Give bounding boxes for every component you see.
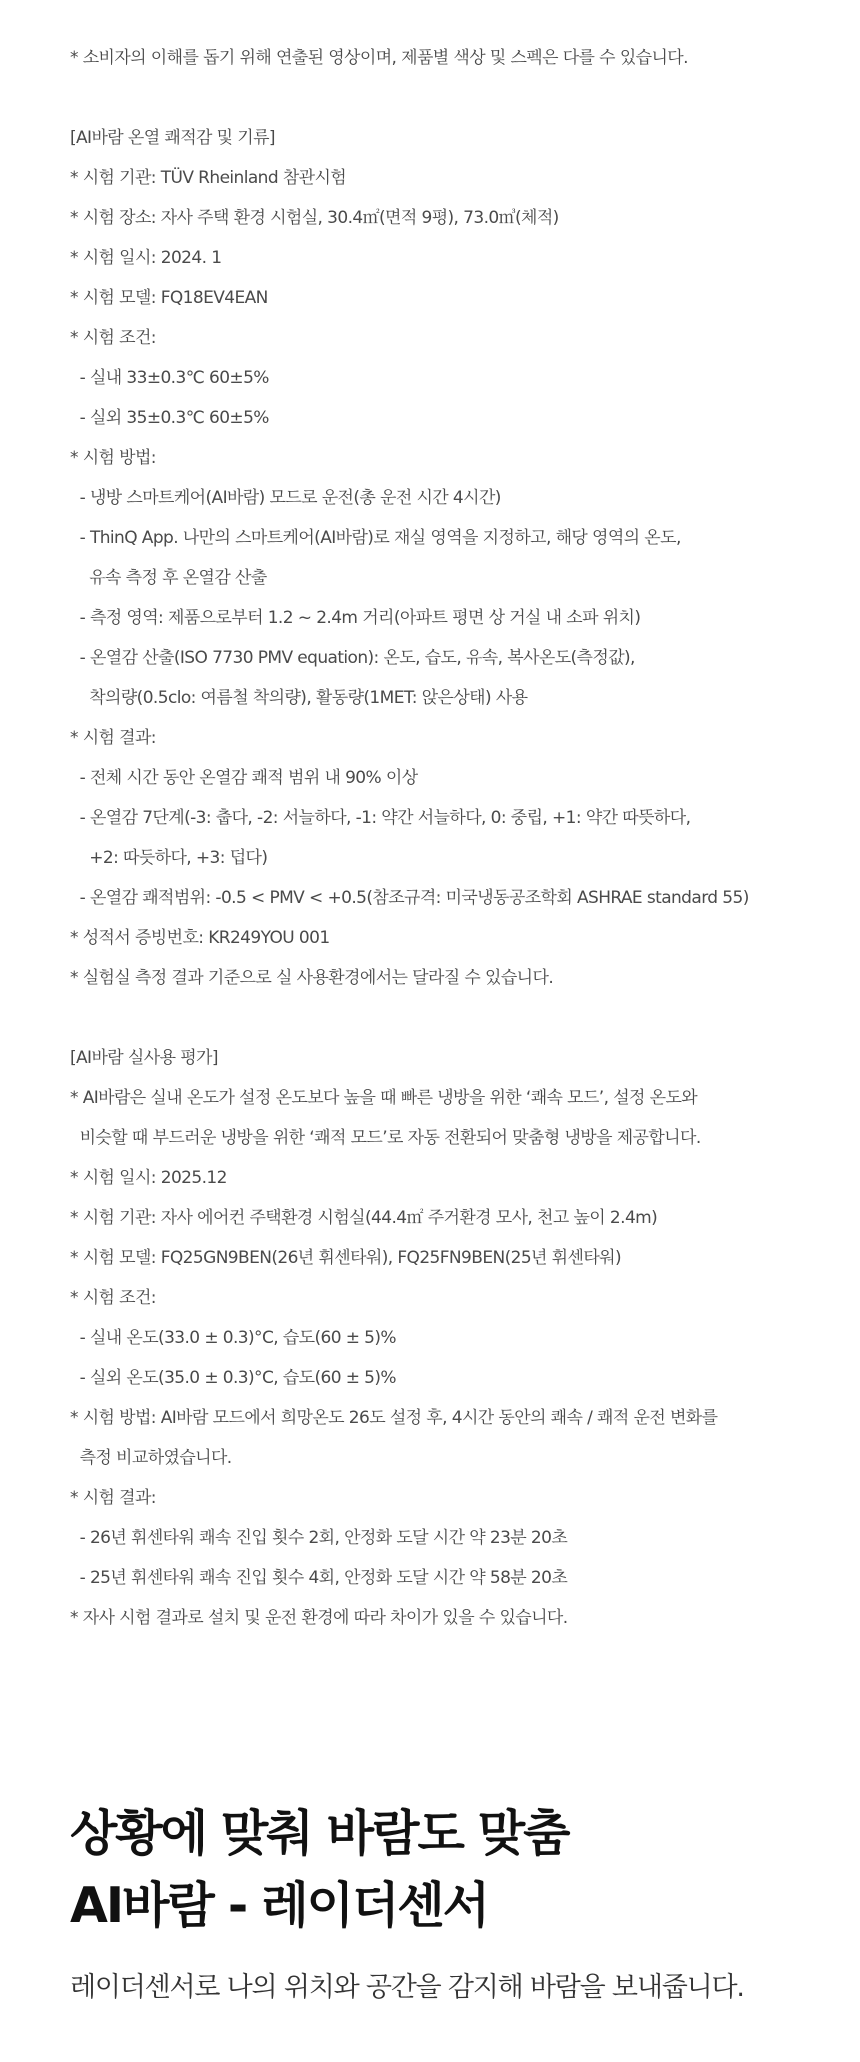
note-line: +2: 따듯하다, +3: 덥다) — [70, 848, 268, 868]
note-line: 유속 측정 후 온열감 산출 — [70, 568, 267, 588]
note-line: * 시험 모델: FQ18EV4EAN — [70, 288, 268, 308]
feature-hero — [70, 1798, 850, 2008]
note-line: - ThinQ App. 나만의 스마트케어(AI바람)로 재실 영역을 지정하고, 해당 영역의 온도, — [70, 528, 681, 548]
note-line: * 실험실 측정 결과 기준으로 실 사용환경에서는 달라질 수 있습니다. — [70, 968, 554, 988]
section1-heading: [AI바람 온열 쾌적감 및 기류] — [70, 128, 275, 148]
note-line: * 시험 기관: 자사 에어컨 주택환경 시험실(44.4㎡ 주거환경 모사, 천고 높이 2.4m) — [70, 1208, 658, 1228]
note-line: * 시험 장소: 자사 주택 환경 시험실, 30.4㎡(면적 9평), 73.0㎥(체적) — [70, 208, 559, 228]
note-line: - 실내 온도(33.0 ± 0.3)°C, 습도(60 ± 5)% — [70, 1328, 396, 1348]
hero-title-line2: AI바람 - 레이더센서 — [70, 1877, 488, 1934]
spacer — [70, 78, 850, 118]
hero-title-line1: 상황에 맞춰 바람도 맞춤 — [70, 1805, 569, 1862]
note-line: - 25년 휘센타워 쾌속 진입 횟수 4회, 안정화 도달 시간 약 58분 20초 — [70, 1568, 568, 1588]
note-line: - 온열감 산출(ISO 7730 PMV equation): 온도, 습도, 유속, 복사온도(측정값), — [70, 648, 635, 668]
note-line: - 냉방 스마트케어(AI바람) 모드로 운전(총 운전 시간 4시간) — [70, 488, 501, 508]
note-line: - 실외 온도(35.0 ± 0.3)°C, 습도(60 ± 5)% — [70, 1368, 396, 1388]
note-line: * 시험 모델: FQ25GN9BEN(26년 휘센타워), FQ25FN9BEN(25년 휘센타워) — [70, 1248, 621, 1268]
note-line: * 시험 결과: — [70, 1488, 156, 1508]
note-line: - 전체 시간 동안 온열감 쾌적 범위 내 90% 이상 — [70, 768, 418, 788]
hero-subtitle: 레이더센서로 나의 위치와 공간을 감지해 바람을 보내줍니다. — [70, 1972, 744, 2003]
note-line: - 실내 33±0.3℃ 60±5% — [70, 368, 269, 388]
note-line: 측정 비교하였습니다. — [70, 1448, 232, 1468]
test-notes — [70, 38, 850, 1638]
note-line: 비슷할 때 부드러운 냉방을 위한 ‘쾌적 모드’로 자동 전환되어 맞춤형 냉방을 제공합니다. — [70, 1128, 701, 1148]
note-line: - 측정 영역: 제품으로부터 1.2 ~ 2.4m 거리(아파트 평면 상 거실 내 소파 위치) — [70, 608, 641, 628]
section2-lines — [70, 1078, 850, 1638]
note-line: * AI바람은 실내 온도가 설정 온도보다 높을 때 빠른 냉방을 위한 ‘쾌속 모드’, 설정 온도와 — [70, 1088, 698, 1108]
note-line: 착의량(0.5clo: 여름철 착의량), 활동량(1MET: 앉은상태) 사용 — [70, 688, 528, 708]
section2-heading: [AI바람 실사용 평가] — [70, 1048, 218, 1068]
note-line: * 시험 일시: 2024. 1 — [70, 248, 222, 268]
spacer — [70, 998, 850, 1038]
note-line: - 온열감 7단계(-3: 춥다, -2: 서늘하다, -1: 약간 서늘하다, 0: 중립, +1: 약간 따뜻하다, — [70, 808, 691, 828]
note-line: * 성적서 증빙번호: KR249YOU 001 — [70, 928, 330, 948]
note-line: * 시험 일시: 2025.12 — [70, 1168, 227, 1188]
note-line: * 시험 방법: AI바람 모드에서 희망온도 26도 설정 후, 4시간 동안의 쾌속 / 쾌적 운전 변화를 — [70, 1408, 718, 1428]
note-line: * 시험 방법: — [70, 448, 156, 468]
note-line: - 실외 35±0.3℃ 60±5% — [70, 408, 269, 428]
note-line: * 시험 조건: — [70, 1288, 156, 1308]
hero-title — [70, 1798, 850, 1942]
note-line: * 시험 기관: TÜV Rheinland 참관시험 — [70, 168, 347, 188]
section1-lines — [70, 158, 850, 998]
disclaimer-text: * 소비자의 이해를 돕기 위해 연출된 영상이며, 제품별 색상 및 스펙은 다를 수 있습니다. — [70, 48, 688, 68]
note-line: - 온열감 쾌적범위: -0.5 < PMV < +0.5(참조규격: 미국냉동공조학회 ASHRAE standard 55) — [70, 888, 749, 908]
note-line: * 시험 조건: — [70, 328, 156, 348]
note-line: * 자사 시험 결과로 설치 및 운전 환경에 따라 차이가 있을 수 있습니다. — [70, 1608, 568, 1628]
note-line: - 26년 휘센타워 쾌속 진입 횟수 2회, 안정화 도달 시간 약 23분 20초 — [70, 1528, 568, 1548]
note-line: * 시험 결과: — [70, 728, 156, 748]
